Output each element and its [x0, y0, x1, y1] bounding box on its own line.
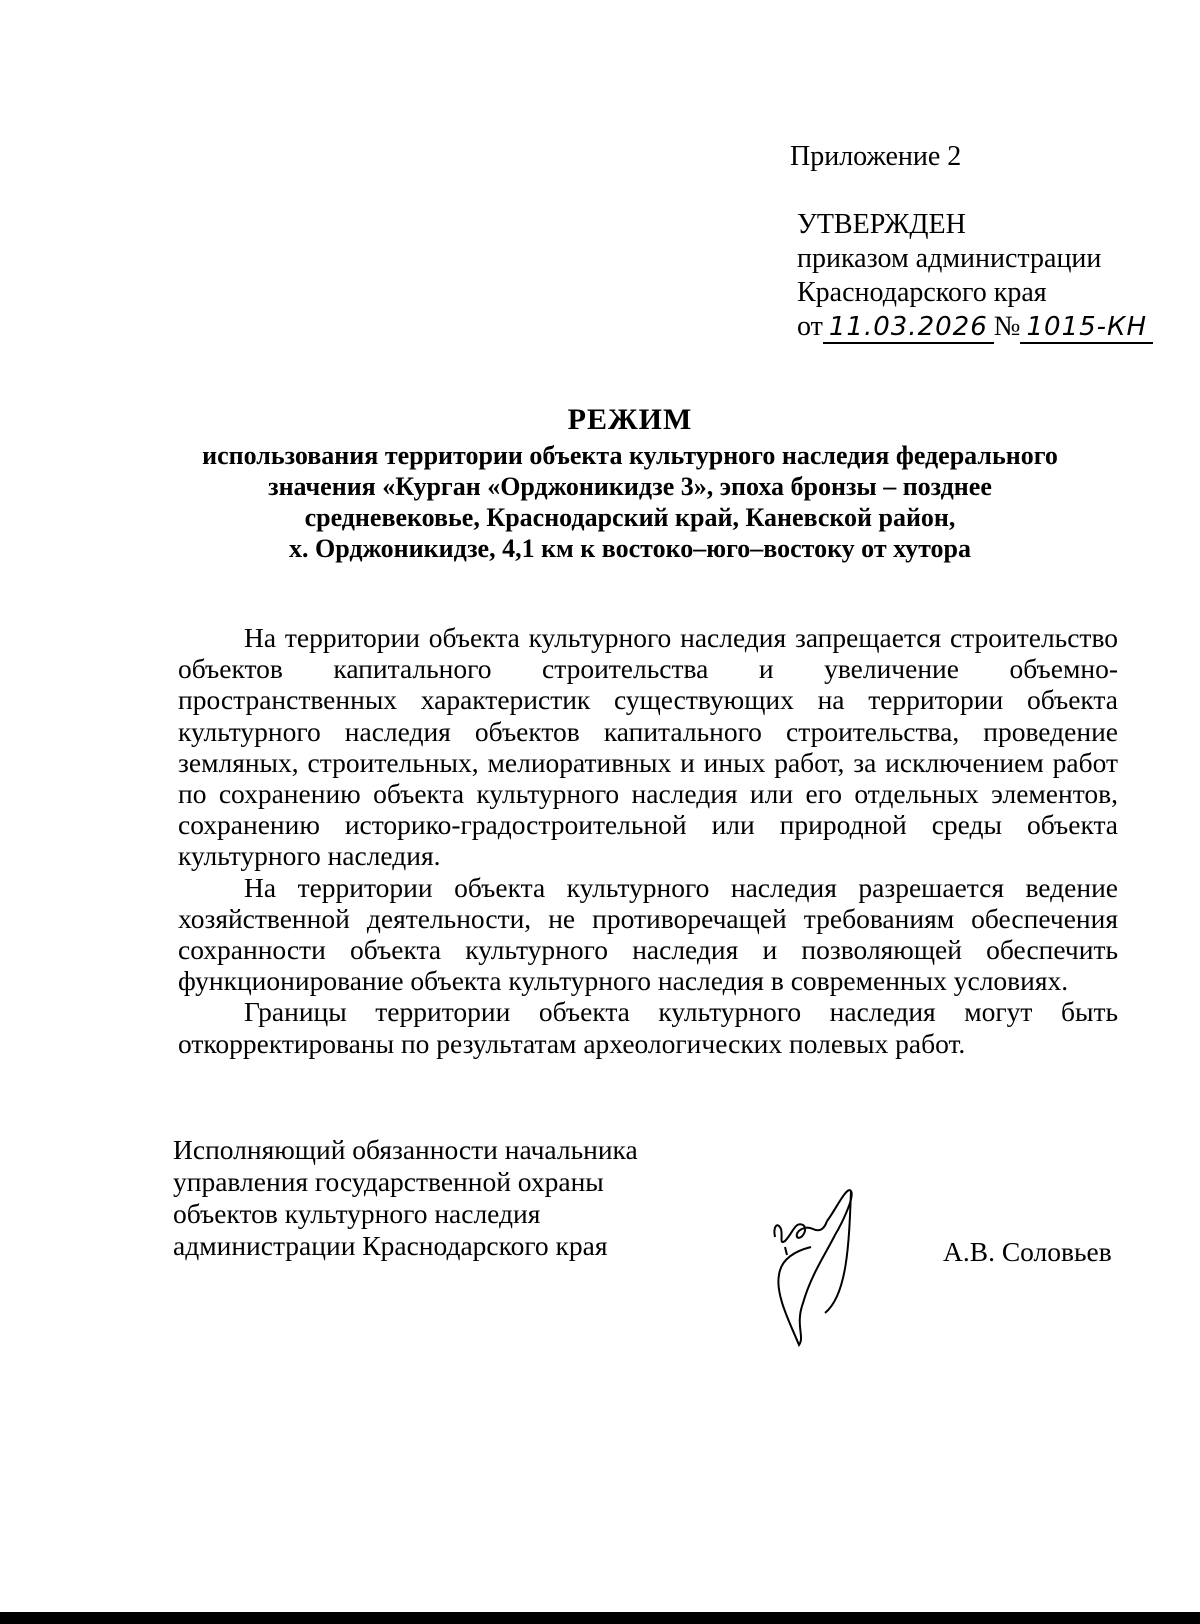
title-main: РЕЖИМ	[567, 403, 693, 436]
signatory-line-3: объектов культурного наследия	[173, 1198, 541, 1229]
date-prefix: от	[797, 311, 823, 342]
title-sub-line-4: х. Орджоникидзе, 4,1 км к востоко–юго–востоку от хутора	[288, 534, 972, 563]
title-sub-line-2: значения «Курган «Орджоникидзе 3», эпоха бронзы – позднее	[268, 472, 992, 501]
document-title	[170, 402, 1090, 564]
scan-edge-bar	[0, 1612, 1200, 1624]
number-prefix: №	[993, 311, 1021, 342]
signatory-line-2: управления государственной охраны	[173, 1166, 604, 1197]
signatory-position	[173, 1134, 693, 1262]
order-date-number	[797, 310, 1153, 350]
signer-name: А.В. Соловьев	[943, 1236, 1112, 1267]
title-sub-line-1: использования территории объекта культурного наследия федерального	[202, 441, 1058, 470]
approval-line-2: Краснодарского края	[797, 277, 1047, 308]
paragraph-boundaries: Границы территории объекта культурного наследия могут быть откорректированы по результатам археологических полевых работ.	[178, 996, 1118, 1059]
signatory-line-1: Исполняющий обязанности начальника	[173, 1134, 638, 1165]
document-body	[178, 622, 1118, 1059]
approval-heading: УТВЕРЖДЕН	[797, 209, 966, 240]
approval-line-1: приказом администрации	[797, 243, 1102, 274]
handwritten-number: 1015-КН	[1020, 312, 1153, 344]
handwritten-signature	[755, 1185, 885, 1385]
paragraph-prohibitions: На территории объекта культурного наследия запрещается строительство объектов капитального строительства и увеличение объемно-пространственных характеристик существующих на территории объекта культурного наследия объектов капитального строительства, проведение земляных, строительных, мелиоративных и иных работ, за исключением работ по сохранению объекта культурного наследия или его отдельных элементов, сохранению историко-градостроительной или природной среды объекта культурного наследия.	[178, 622, 1118, 872]
signatory-line-4: администрации Краснодарского края	[173, 1230, 608, 1261]
appendix-label: Приложение 2	[790, 141, 962, 172]
title-sub-line-3: средневековье, Краснодарский край, Каневской район,	[304, 503, 956, 532]
handwritten-date: 11.03.2026	[823, 312, 994, 344]
paragraph-permissions: На территории объекта культурного наследия разрешается ведение хозяйственной деятельности, не противоречащей требованиям обеспечения сохранности объекта культурного наследия и позволяющей обеспечить функционирование объекта культурного наследия в современных условиях.	[178, 871, 1118, 997]
approval-block	[797, 208, 1153, 350]
